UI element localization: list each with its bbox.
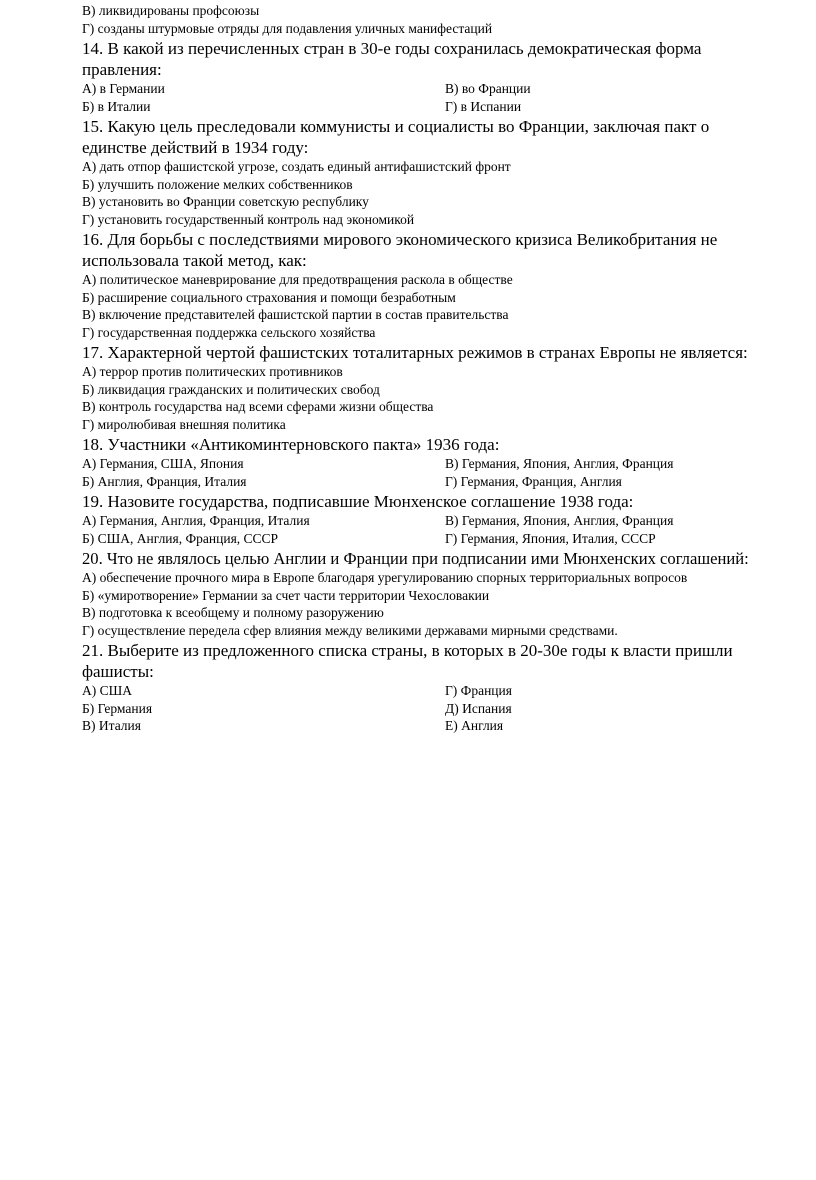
question-14: 14. В какой из перечисленных стран в 30-е годы сохранилась демократическая форма правления:	[82, 39, 702, 79]
option-line: Г) созданы штурмовые отряды для подавления уличных манифестаций	[82, 20, 493, 36]
option-line: Б) улучшить положение мелких собственников	[82, 176, 353, 192]
option-a: А) Германия, Англия, Франция, Италия	[82, 513, 310, 528]
options-row	[82, 98, 816, 116]
option-line: А) политическое маневрирование для предотвращения раскола в обществе	[82, 272, 513, 287]
question-16: 16. Для борьбы с последствиями мирового экономического кризиса Великобритания не использовала такой метод, как:	[82, 230, 718, 270]
options-row	[82, 700, 816, 718]
option-b: Б) Германия	[82, 700, 153, 716]
option-e: Е) Англия	[445, 718, 504, 733]
option-line: Г) миролюбивая внешняя политика	[82, 416, 286, 432]
question-21: 21. Выберите из предложенного списка страны, в которых в 20-30е годы к власти пришли фашисты:	[82, 641, 733, 681]
option-line: В) ликвидированы профсоюзы	[82, 3, 260, 18]
option-line: Б) расширение социального страхования и помощи безработным	[82, 289, 456, 305]
option-v: В) во Франции	[445, 81, 531, 96]
option-a: А) США	[82, 683, 132, 698]
option-line: Б) «умиротворение» Германии за счет части территории Чехословакии	[82, 587, 490, 603]
option-line: Г) государственная поддержка сельского хозяйства	[82, 324, 376, 340]
question-15: 15. Какую цель преследовали коммунисты и социалисты во Франции, заключая пакт о единстве действий в 1934 году:	[82, 117, 710, 157]
option-line: Г) осуществление передела сфер влияния между великими державами мирными средствами.	[82, 622, 618, 638]
option-b: Б) в Италии	[82, 98, 151, 114]
option-a: А) Германия, США, Япония	[82, 456, 244, 471]
question-20: 20. Что не являлось целью Англии и Франции при подписании ими Мюнхенских соглашений:	[82, 549, 749, 568]
option-line: А) террор против политических противников	[82, 364, 343, 379]
option-line: В) контроль государства над всеми сферами жизни общества	[82, 399, 434, 414]
option-g: Г) Германия, Франция, Англия	[445, 473, 622, 489]
question-17: 17. Характерной чертой фашистских тоталитарных режимов в странах Европы не является:	[82, 343, 748, 362]
option-line: В) подготовка к всеобщему и полному разоружению	[82, 605, 384, 620]
option-g: Г) в Испании	[445, 98, 522, 114]
option-line: Б) ликвидация гражданских и политических свобод	[82, 381, 380, 397]
options-row	[82, 80, 816, 98]
option-g: Г) Германия, Япония, Италия, СССР	[445, 530, 656, 546]
document-page	[82, 0, 816, 735]
options-row	[82, 717, 816, 735]
question-18: 18. Участники «Антикоминтерновского пакта» 1936 года:	[82, 435, 500, 454]
option-g: Г) Франция	[445, 683, 512, 698]
options-row	[82, 455, 816, 473]
option-d: Д) Испания	[445, 700, 512, 716]
option-a: А) в Германии	[82, 81, 165, 96]
option-b: Б) США, Англия, Франция, СССР	[82, 530, 279, 546]
option-line: А) обеспечение прочного мира в Европе благодаря урегулированию спорных территориальных вопросов	[82, 570, 688, 585]
options-row	[82, 682, 816, 700]
option-line: Г) установить государственный контроль над экономикой	[82, 211, 415, 227]
option-b: Б) Англия, Франция, Италия	[82, 473, 247, 489]
option-line: А) дать отпор фашистской угрозе, создать единый антифашистский фронт	[82, 159, 511, 174]
options-row	[82, 473, 816, 491]
question-19: 19. Назовите государства, подписавшие Мюнхенское соглашение 1938 года:	[82, 492, 634, 511]
option-line: В) установить во Франции советскую республику	[82, 194, 369, 209]
options-row	[82, 530, 816, 548]
option-v: В) Германия, Япония, Англия, Франция	[445, 456, 674, 471]
option-v: В) Италия	[82, 718, 141, 733]
options-row	[82, 512, 816, 530]
option-line: В) включение представителей фашистской партии в состав правительства	[82, 307, 509, 322]
option-v: В) Германия, Япония, Англия, Франция	[445, 513, 674, 528]
